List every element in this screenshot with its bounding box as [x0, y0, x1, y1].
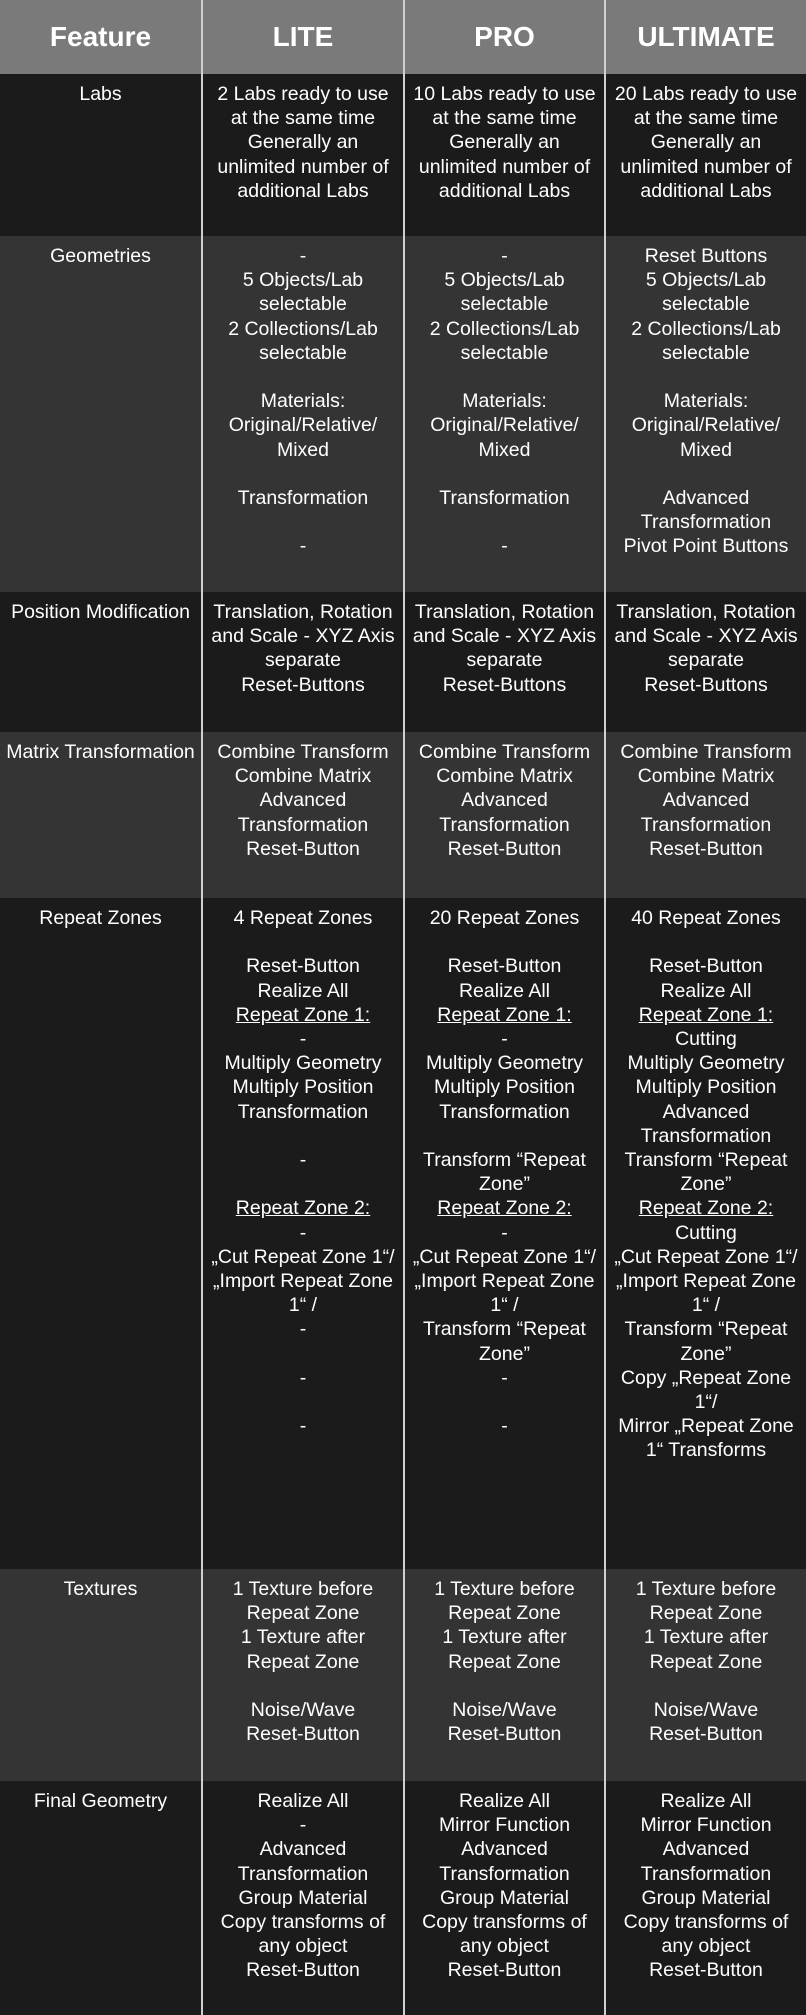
- header-row: [0, 0, 806, 74]
- header-pro: PRO: [404, 0, 605, 74]
- lite-cell: 1 Texture before Repeat Zone 1 Texture after Repeat Zone Noise/Wave Reset-Button: [202, 1569, 404, 1781]
- lite-cell: - 5 Objects/Lab selectable 2 Collections/Lab selectable Materials: Original/Relative/ Mixed Transformation -: [202, 236, 404, 592]
- repeat-intro: 4 Repeat Zones Reset-Button Realize All: [233, 907, 373, 1002]
- ultimate-cell: 20 Labs ready to use at the same time Generally an unlimited number of additional Labs: [605, 74, 806, 236]
- pro-cell: Translation, Rotation and Scale - XYZ Axis separate Reset-Buttons: [404, 592, 605, 732]
- lite-cell: Translation, Rotation and Scale - XYZ Axis separate Reset-Buttons: [202, 592, 404, 732]
- repeat-zone-2-text: Cutting „Cut Repeat Zone 1“/ „Import Repeat Zone 1“ / Transform “Repeat Zone” Copy „Repeat Zone 1“/ Mirror „Repeat Zone 1“ Transforms: [614, 1221, 798, 1462]
- repeat-zone-2-text: - „Cut Repeat Zone 1“/ „Import Repeat Zone 1“ / - - -: [211, 1221, 395, 1438]
- lite-cell: Realize All - Advanced Transformation Group Material Copy transforms of any object Reset-Button: [202, 1781, 404, 2015]
- repeat-zone-2-title: Repeat Zone 2:: [638, 1197, 774, 1220]
- pro-cell: - 5 Objects/Lab selectable 2 Collections/Lab selectable Materials: Original/Relative/ Mixed Transformation -: [404, 236, 605, 592]
- pro-cell: Combine Transform Combine Matrix Advanced Transformation Reset-Button: [404, 732, 605, 898]
- repeat-zone-2-title: Repeat Zone 2:: [235, 1197, 371, 1220]
- ultimate-cell: Reset Buttons 5 Objects/Lab selectable 2 Collections/Lab selectable Materials: Original/Relative/ Mixed Advanced Transformation Pivot Point Buttons: [605, 236, 806, 592]
- table-row-geometries: [0, 236, 806, 592]
- lite-cell: [202, 898, 404, 1569]
- table-row-position-modification: [0, 592, 806, 732]
- feature-cell: Textures: [0, 1569, 202, 1781]
- table-row-repeat-zones: [0, 898, 806, 1569]
- pro-cell: 1 Texture before Repeat Zone 1 Texture after Repeat Zone Noise/Wave Reset-Button: [404, 1569, 605, 1781]
- repeat-intro: 40 Repeat Zones Reset-Button Realize All: [631, 907, 781, 1002]
- repeat-zone-2-text: - „Cut Repeat Zone 1“/ „Import Repeat Zone 1“ / Transform “Repeat Zone” - -: [412, 1221, 597, 1438]
- ultimate-cell: Translation, Rotation and Scale - XYZ Axis separate Reset-Buttons: [605, 592, 806, 732]
- repeat-zone-1-title: Repeat Zone 1:: [437, 1003, 572, 1026]
- feature-cell: Matrix Transformation: [0, 732, 202, 898]
- header-feature: Feature: [0, 0, 202, 74]
- ultimate-cell: Realize All Mirror Function Advanced Transformation Group Material Copy transforms of any object Reset-Button: [605, 1781, 806, 2015]
- feature-cell: Repeat Zones: [0, 898, 202, 1569]
- repeat-zone-1-text: - Multiply Geometry Multiply Position Transformation -: [224, 1028, 382, 1172]
- ultimate-cell: [605, 898, 806, 1569]
- lite-cell: Combine Transform Combine Matrix Advanced Transformation Reset-Button: [202, 732, 404, 898]
- header-ultimate: ULTIMATE: [605, 0, 806, 74]
- repeat-zone-1-text: Cutting Multiply Geometry Multiply Position Advanced Transformation Transform “Repeat Zone”: [624, 1028, 788, 1196]
- feature-cell: Final Geometry: [0, 1781, 202, 2015]
- feature-cell: Position Modification: [0, 592, 202, 732]
- repeat-zone-1-title: Repeat Zone 1:: [638, 1003, 774, 1026]
- table-row-textures: [0, 1569, 806, 1781]
- repeat-intro: 20 Repeat Zones Reset-Button Realize All: [429, 907, 580, 1002]
- table-row-final-geometry: [0, 1781, 806, 2015]
- pro-cell: 10 Labs ready to use at the same time Generally an unlimited number of additional Labs: [404, 74, 605, 236]
- pro-cell: [404, 898, 605, 1569]
- pro-cell: Realize All Mirror Function Advanced Transformation Group Material Copy transforms of any object Reset-Button: [404, 1781, 605, 2015]
- table-row-labs: [0, 74, 806, 236]
- ultimate-cell: 1 Texture before Repeat Zone 1 Texture after Repeat Zone Noise/Wave Reset-Button: [605, 1569, 806, 1781]
- repeat-zone-1-title: Repeat Zone 1:: [235, 1003, 371, 1026]
- feature-cell: Labs: [0, 74, 202, 236]
- header-lite: LITE: [202, 0, 404, 74]
- lite-cell: 2 Labs ready to use at the same time Generally an unlimited number of additional Labs: [202, 74, 404, 236]
- ultimate-cell: Combine Transform Combine Matrix Advanced Transformation Reset-Button: [605, 732, 806, 898]
- repeat-zone-2-title: Repeat Zone 2:: [437, 1197, 572, 1220]
- table-row-matrix-transformation: [0, 732, 806, 898]
- feature-cell: Geometries: [0, 236, 202, 592]
- repeat-zone-1-text: - Multiply Geometry Multiply Position Transformation Transform “Repeat Zone”: [423, 1028, 586, 1196]
